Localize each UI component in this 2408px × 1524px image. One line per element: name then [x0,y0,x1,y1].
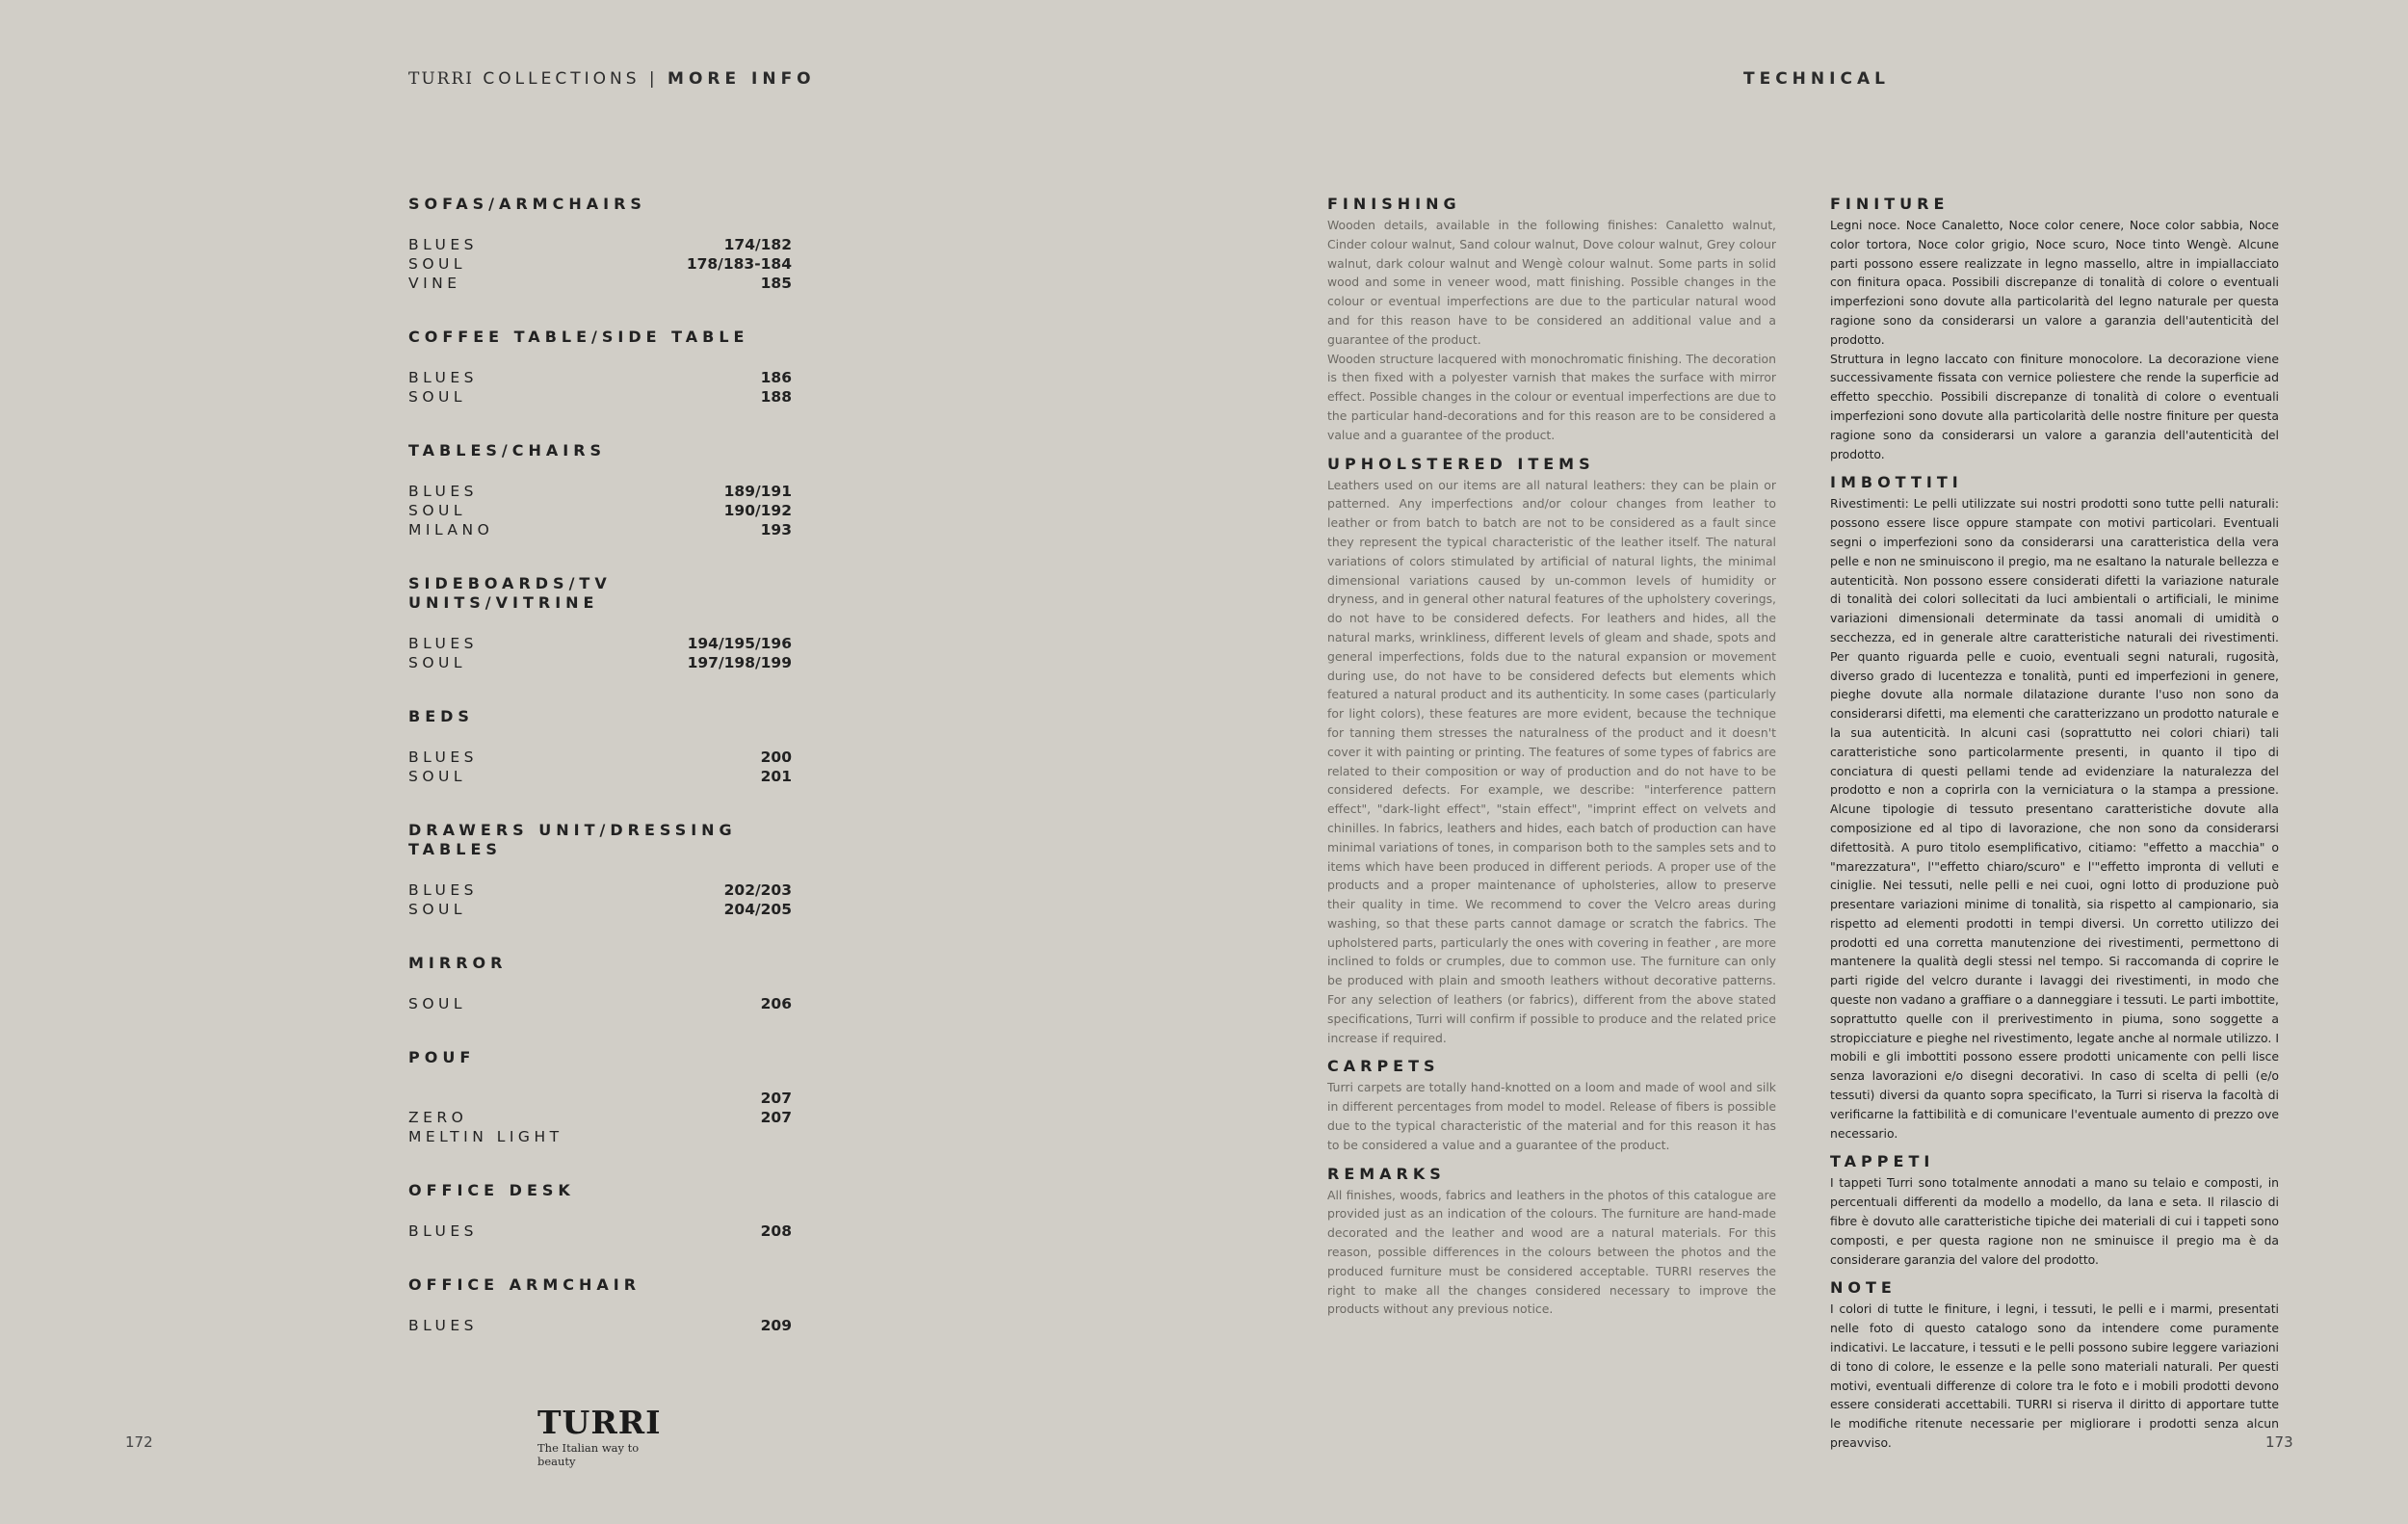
index-item-name: BLUES [408,1317,478,1334]
index-section-sideboards-tv-units-vitrine [408,574,792,672]
index-item-name: SOUL [408,502,467,519]
logo-tagline: The Italian way to beauty [537,1441,640,1468]
technical-english-column [1327,195,1776,1328]
index-item-name: MELTIN LIGHT [408,1128,563,1145]
technical-italian-column [1830,195,2279,1462]
index-section-title: SOFAS/ARMCHAIRS [408,195,646,213]
index-section-title: DRAWERS UNIT/DRESSING TABLES [408,821,737,858]
tech-paragraph: All finishes, woods, fabrics and leathers in the photos of this catalogue are provided just as an indication of the colours. The furniture are hand-made decorated and the leather and wood are a natural materials. For this reason, possible differences in the colours between the photos and the produced furniture must be considered acceptable. TURRI reserves the right to make all the changes considered necessary to improve the products without any previous notice. [1327,1187,1776,1317]
index-row [408,994,792,1013]
tech-paragraph: I tappeti Turri sono totalmente annodati a mano su telaio e composti, in percentuali differenti da modello a modello, da lana e seta. Il rilascio di fibre è dovuto alle caratteristiche tipiche dei materiali di cui i tappeti sono composti, e per questa ragione non ne sminuisce il pregio ma è da considerare garanzia del valore del prodotto. [1830,1175,2279,1267]
index-section-title: SIDEBOARDS/TV UNITS/VITRINE [408,574,612,612]
header-brand: TURRI [408,69,474,89]
header-more-info: MORE INFO [667,69,816,89]
tech-paragraph: Struttura in legno laccato con finiture monocolore. La decorazione viene successivamente fissata con vernice poliestere che rende la superficie ad effetto specchio. Possibili discrepanze di tonalità di colore o eventuali imperfezioni sono dovute alla particolarità delle nostre finiture per questa ragione sono da considerarsi un valore a garanzia dell'autenticità del prodotto. [1830,351,2279,461]
index-item-pages: 206 [760,995,792,1012]
index-row [408,482,792,501]
index-item-name: SOUL [408,255,467,273]
right-header [1743,69,1890,89]
index-item-name: VINE [408,275,461,292]
index-item-name: BLUES [408,236,478,253]
index-section-title: OFFICE DESK [408,1181,575,1199]
tech-block-note [1830,1278,2279,1452]
index-row [408,520,792,539]
index-section-office-desk [408,1181,792,1241]
index-row [408,368,792,387]
header-technical: TECHNICAL [1743,69,1890,89]
turri-logo [537,1406,672,1468]
index-section-coffee-table-side-table [408,328,792,407]
tech-block-title: IMBOTTITI [1830,473,1963,492]
index-item-pages: 208 [760,1222,792,1240]
index-section-drawers-unit-dressing-tables [408,821,792,919]
index-section-tables-chairs [408,441,792,539]
index-item-name: BLUES [408,749,478,766]
tech-block-title: NOTE [1830,1278,1897,1298]
index-section-title: TABLES/CHAIRS [408,441,607,460]
tech-block-tappeti [1830,1152,2279,1269]
index-section-title: BEDS [408,707,474,725]
index-row [408,235,792,254]
index-item-pages: 185 [760,275,792,292]
index-row [408,387,792,407]
index-item-name: BLUES [408,881,478,899]
tech-block-title: FINITURE [1830,195,1950,213]
catalogue-index [408,195,792,1370]
index-item-name: BLUES [408,1222,478,1240]
tech-block-finishing [1327,195,1776,445]
tech-block-title: CARPETS [1327,1057,1440,1076]
page-number-left: 172 [125,1433,153,1451]
index-item-pages: 207 [760,1109,792,1126]
tech-paragraph: Leathers used on our items are all natural leathers: they can be plain or patterned. Any imperfections and/or colour changes from leather to leather or from batch to batch are not to be considered as a fault since they represent the typical characteristic of the leather itself. The natural variations of colors stimulated by artificial of natural lights, the minimal dimensional variations caused by un-common levels of humidity or dryness, and in general other natural features of the upholstery coverings, do not have to be considered defects. For leathers and hides, all the natural marks, wrinkliness, different levels of gleam and shade, spots and general imperfections, folds due to the natural expansion or movement during use, do not have to be considered defects but elements which featured a natural product and its authenticity. In some cases (particularly for light colors), these features are more evident, because the technique for tanning them stresses the naturalness of the product and it doesn't cover it with painting or printing. The features of some types of fabrics are related to their composition or way of production and do not have to be considered defects. For example, we describe: "interference pattern effect", "dark-light effect", "stain effect", "imprint effect on velvets and chinilles. In fabrics, leathers and hides, each batch of production can have minimal variations of tones, in comparison both to the samples sets and to items which have been produced in different periods. A proper use of the products and a proper maintenance of upholsteries, allow to preserve their quality in time. We recommend to cover the Velcro areas during washing, so that these parts cannot damage or scratch the fabrics. The upholstered parts, particularly the ones with covering in feather , are more inclined to folds or crumples, due to common use. The furniture can only be produced with plain and smooth leathers without decorative patterns. For any selection of leathers (or fabrics), different from the above stated specifications, Turri will confirm if possible to produce and the related price increase if required. [1327,477,1776,1045]
index-row [408,1089,792,1108]
index-item-pages: 204/205 [723,901,792,918]
index-item-pages: 178/183-184 [686,255,792,273]
index-row [408,880,792,900]
index-row [408,653,792,672]
index-row [408,1222,792,1241]
index-item-name: ZERO [408,1109,468,1126]
index-item-pages: 174/182 [723,236,792,253]
index-item-pages: 201 [760,768,792,785]
tech-paragraph: Legni noce. Noce Canaletto, Noce color cenere, Noce color sabbia, Noce color tortora, Noce color grigio, Noce scuro, Noce tinto Wengè. Alcune parti possono essere realizzate in legno massello, altre in impiallacciato con finitura opaca. Possibili discrepanze di tonalità di colore o eventuali imperfezioni sono dovute alla particolarità del legno naturale per questa ragione sono da considerarsi un valore a garanzia dell'autenticità del prodotto. [1830,218,2279,347]
tech-block-title: REMARKS [1327,1164,1446,1183]
index-item-pages: 207 [760,1090,792,1107]
tech-block-title: TAPPETI [1830,1152,1935,1171]
index-item-name: SOUL [408,388,467,406]
index-section-office-armchair [408,1275,792,1335]
tech-block-carpets [1327,1057,1776,1154]
index-item-name: SOUL [408,654,467,671]
index-row [408,748,792,767]
index-item-name: BLUES [408,483,478,500]
index-item-name: BLUES [408,369,478,386]
index-section-beds [408,707,792,786]
index-item-name: SOUL [408,995,467,1012]
tech-block-upholstered-items [1327,455,1776,1048]
index-item-pages: 190/192 [723,502,792,519]
logo-wordmark: TURRI [537,1404,662,1441]
tech-paragraph: Wooden structure lacquered with monochromatic finishing. The decoration is then fixed with a polyester varnish that makes the surface with mirror effect. Possible changes in the colour or eventual imperfections are due to the particular hand-decorations and for this reason are to be considered a value and a guarantee of the product. [1327,351,1776,442]
tech-paragraph: Turri carpets are totally hand-knotted on a loom and made of wool and silk in different percentages from model to model. Release of fibers is possible due to the typical characteristic of the material and for this reason it has to be considered a value and a guarantee of the product. [1327,1080,1776,1152]
index-row [408,254,792,274]
index-item-name: SOUL [408,901,467,918]
index-row [408,274,792,293]
tech-block-finiture [1830,195,2279,463]
tech-block-title: UPHOLSTERED ITEMS [1327,454,1595,473]
tech-block-remarks [1327,1165,1776,1320]
index-item-pages: 189/191 [723,483,792,500]
index-row [408,1127,792,1146]
index-section-mirror [408,954,792,1013]
index-item-name: MILANO [408,521,494,539]
index-item-name: SOUL [408,768,467,785]
index-item-name: BLUES [408,635,478,652]
index-item-pages: 197/198/199 [687,654,792,671]
tech-block-title: FINISHING [1327,195,1461,213]
index-section-title: COFFEE TABLE/SIDE TABLE [408,328,749,346]
page-number-right: 173 [2265,1433,2293,1451]
index-row [408,1108,792,1127]
index-row [408,501,792,520]
index-row [408,900,792,919]
header-collections: COLLECTIONS | [483,69,659,89]
tech-block-imbottiti [1830,473,2279,1143]
tech-paragraph: I colori di tutte le finiture, i legni, i tessuti, le pelli e i marmi, presentati nelle foto di questo catalogo sono da intendere come puramente indicativi. Le laccature, i tessuti e le pelli possono subire leggere variazioni di tono di colore, le essenze e la pelle sono materiali naturali. Per questi motivi, eventuali differenze di colore tra le foto e i mobili prodotti devono essere considerati accettabili. TURRI si riserva il diritto di apportare tutte le modifiche ritenute necessarie per migliorare i prodotti senza alcun preavviso. [1830,1301,2279,1451]
index-section-pouf [408,1048,792,1146]
index-section-title: MIRROR [408,954,508,972]
index-item-pages: 200 [760,749,792,766]
tech-paragraph: Wooden details, available in the following finishes: Canaletto walnut, Cinder colour walnut, Sand colour walnut, Dove colour walnut, Grey colour walnut, dark colour walnut and Wengè colour walnut. Some parts in solid wood and some in veneer wood, matt finishing. Possible changes in the colour or eventual imperfections are due to the particular natural wood and for this reason have to be considered an additional value and a guarantee of the product. [1327,218,1776,347]
index-row [408,1316,792,1335]
index-item-pages: 202/203 [723,881,792,899]
index-item-pages: 188 [760,388,792,406]
index-row [408,634,792,653]
index-section-title: OFFICE ARMCHAIR [408,1275,641,1294]
index-item-pages: 186 [760,369,792,386]
index-item-pages: 194/195/196 [687,635,792,652]
index-row [408,767,792,786]
index-section-title: POUF [408,1048,476,1066]
index-item-pages: 209 [760,1317,792,1334]
tech-paragraph: Rivestimenti: Le pelli utilizzate sui nostri prodotti sono tutte pelli naturali: possono essere lisce oppure stampate con motivi particolari. Eventuali segni o imperfezioni sono da considerarsi una caratteristica della vera pelle e non ne sminuiscono il pregio, ma ne esaltano la naturale bellezza e autenticità. Non possono essere considerati difetti la variazione naturale di tonalità dei colori sollecitati da luci ambientali o artificiali, le minime variazioni dimensionali determinate da tassi anomali di umidità o secchezza, ed in generale altre caratteristiche naturali dei rivestimenti. Per quanto riguarda pelle e cuoio, eventuali segni naturali, rugosità, diverso grado di lucentezza e tonalità, punti ed imperfezioni in genere, pieghe dovute alla normale dilatazione durante l'uso non sono da considerarsi difetti, ma elementi che caratterizzano un prodotto naturale e la sua autenticità. In alcuni casi (soprattutto nei colori chiari) tali caratteristiche sono particolarmente presenti, in quanto il tipo di conciatura di questi pellami tende ad evidenziare la naturalezza del prodotto e non a coprirla con la verniciatura o la stampa a pressione. Alcune tipologie di tessuto presentano caratteristiche dovute alla composizione ed al tipo di lavorazione, che non sono da considerarsi difettosità. A puro titolo esemplificativo, citiamo: "effetto a macchia" o "marezzatura", l'"effetto chiaro/scuro" e l'"effetto impronta di velluti e ciniglie. Nei tessuti, nelle pelli e nei cuoi, ogni lotto di produzione può presentare variazioni minime di tonalità, sia rispetto al campionario, sia rispetto ad elementi prodotti in tempi diversi. Un corretto utilizzo dei prodotti ed una corretta manutenzione dei rivestimenti, permettono di mantenere la qualità degli stessi nel tempo. Si raccomanda di coprire le parti rigide del velcro durante i lavaggi dei rivestimenti, in modo che queste non vadano a graffiare o a danneggiare i tessuti. Le parti imbottite, soprattutto quelle con il prerivestimento in piuma, sono soggette a stropicciature e pieghe nel rivestimento, legate anche al normale utilizzo. I mobili e gli imbottiti possono essere prodotti unicamente con pelli lisce senza lavorazioni e/o disegni decorativi. In caso di scelta di pelli (e/o tessuti) diversi da quanto sopra specificato, la Turri si riserva la facoltà di verificarne la fattibilità e di comunicare l'eventuale aumento di prezzo ove necessario. [1830,496,2279,1141]
index-section-sofas-armchairs [408,195,792,293]
left-header [408,69,816,89]
index-item-pages: 193 [760,521,792,539]
